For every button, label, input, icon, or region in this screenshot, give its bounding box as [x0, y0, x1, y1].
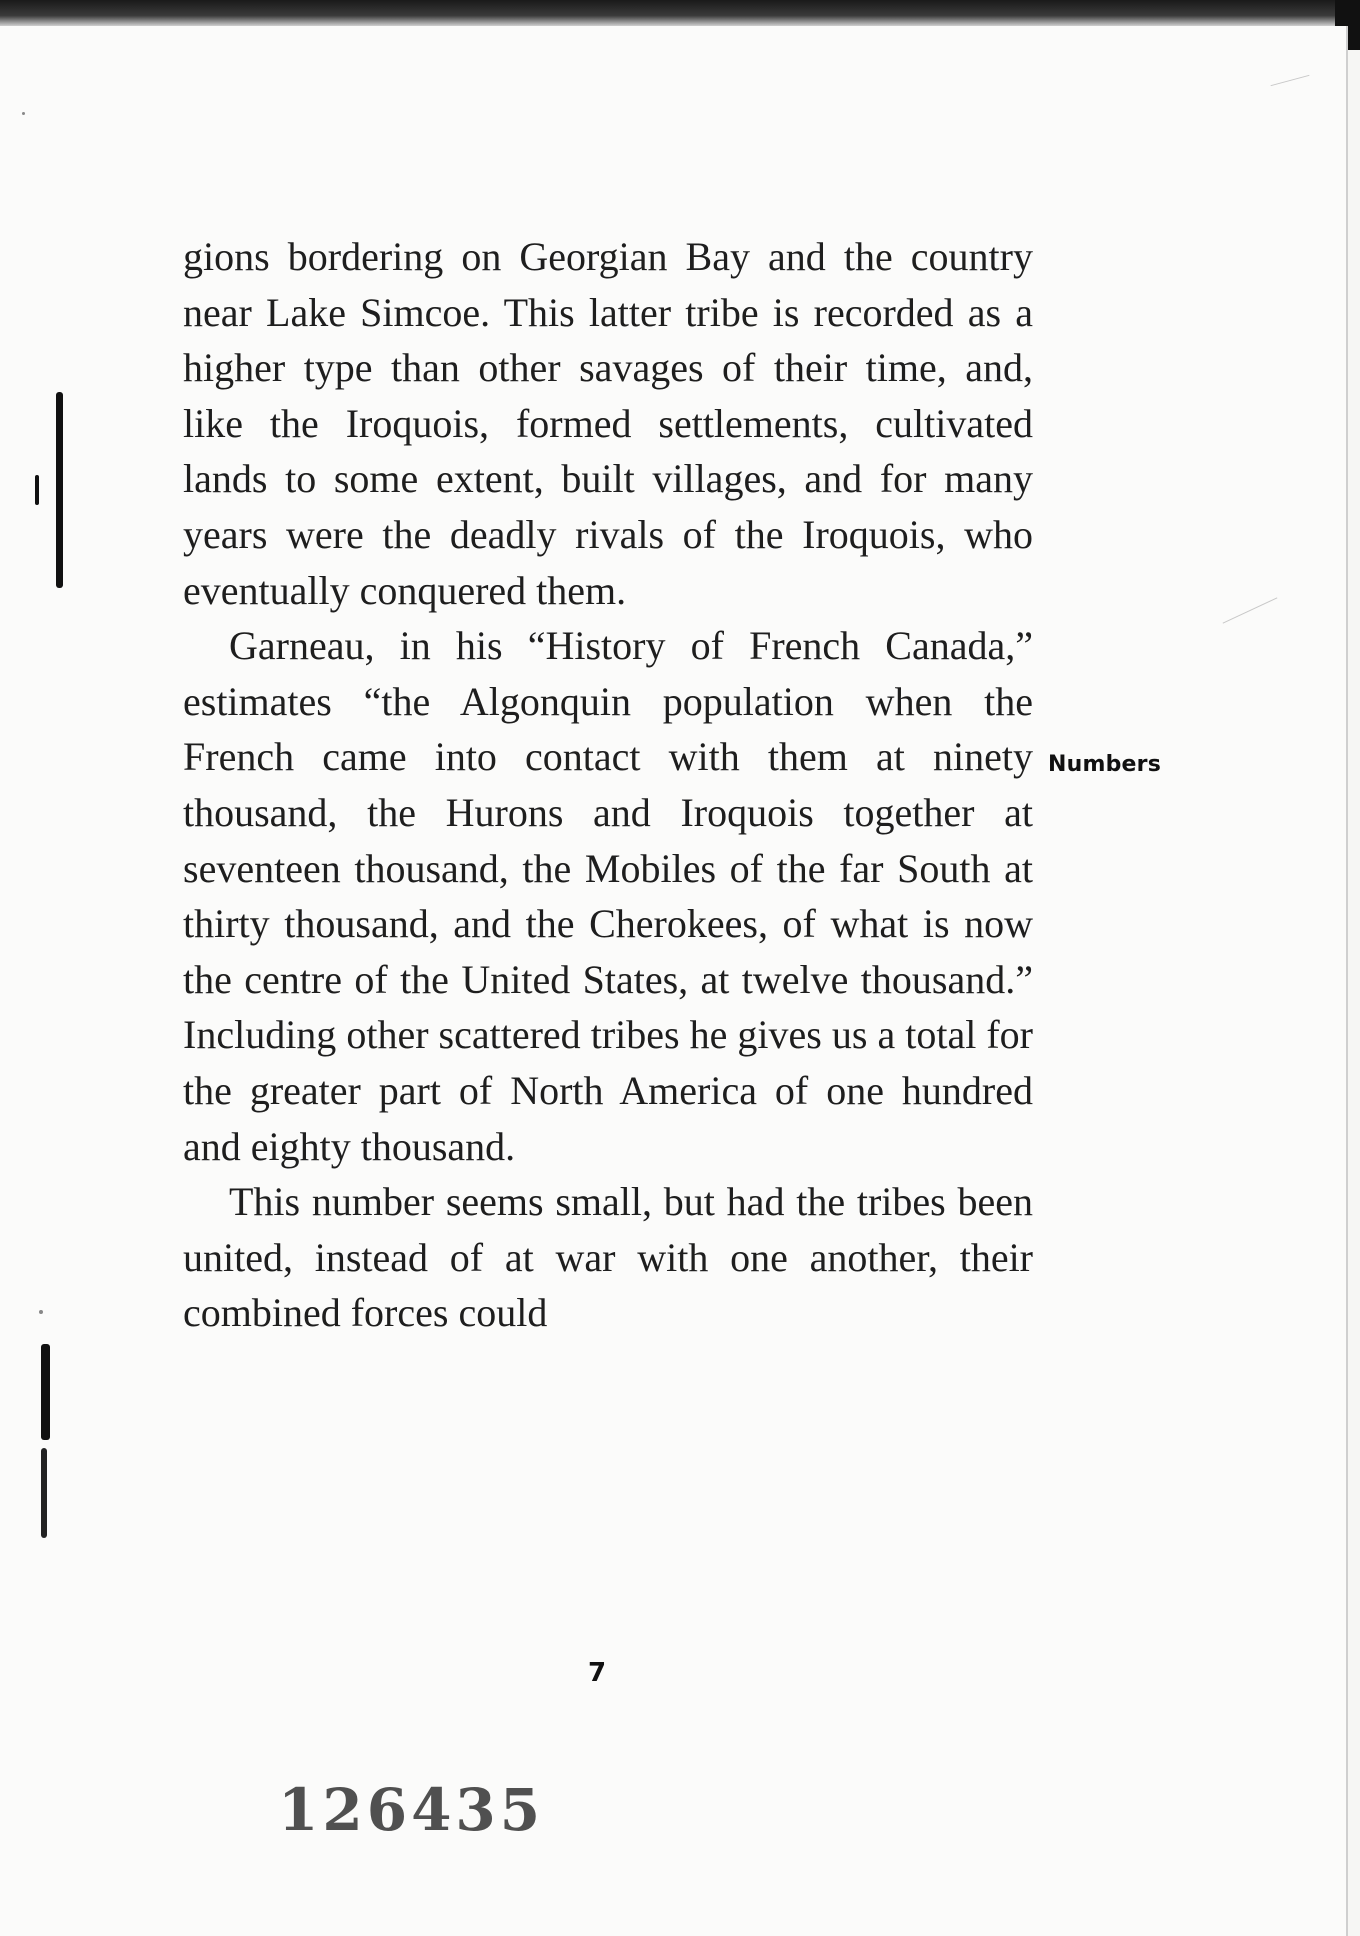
margin-note: Numbers [1048, 752, 1162, 777]
paragraph: gions bordering on Georgian Bay and the country near Lake Simcoe. This latter tribe is recorded as a higher type than other savages of their time, and, like the Iroquois, formed settlements, cultivated lands to some extent, built villages, and for many years were the deadly rivals of the Iroquois, who eventually conquered them. [183, 234, 1033, 613]
accession-stamp: 126435 [278, 1776, 545, 1844]
binding-mark [35, 475, 39, 505]
binding-mark [41, 1448, 47, 1538]
paragraph: This number seems small, but had the tribes been united, instead of at war with one another, their combined forces could [183, 1179, 1033, 1336]
scan-speck [22, 112, 25, 115]
binding-mark [56, 392, 63, 588]
scan-speck [39, 1310, 43, 1314]
scan-top-edge [0, 0, 1360, 26]
page-number: 7 [588, 1658, 607, 1688]
body-text [183, 229, 1033, 1341]
binding-mark [41, 1344, 50, 1440]
paragraph: Garneau, in his “History of French Canada,” estimates “the Algonquin population when the French came into contact with them at ninety thousand, the Hurons and Iroquois together at seventeen thousand, the Mobiles of the far South at thirty thousand, and the Cherokees, of what is now the centre of the United States, at twelve thousand.” Including other scattered tribes he gives us a total for the greater part of North America of one hundred and eighty thousand. [183, 623, 1033, 1169]
